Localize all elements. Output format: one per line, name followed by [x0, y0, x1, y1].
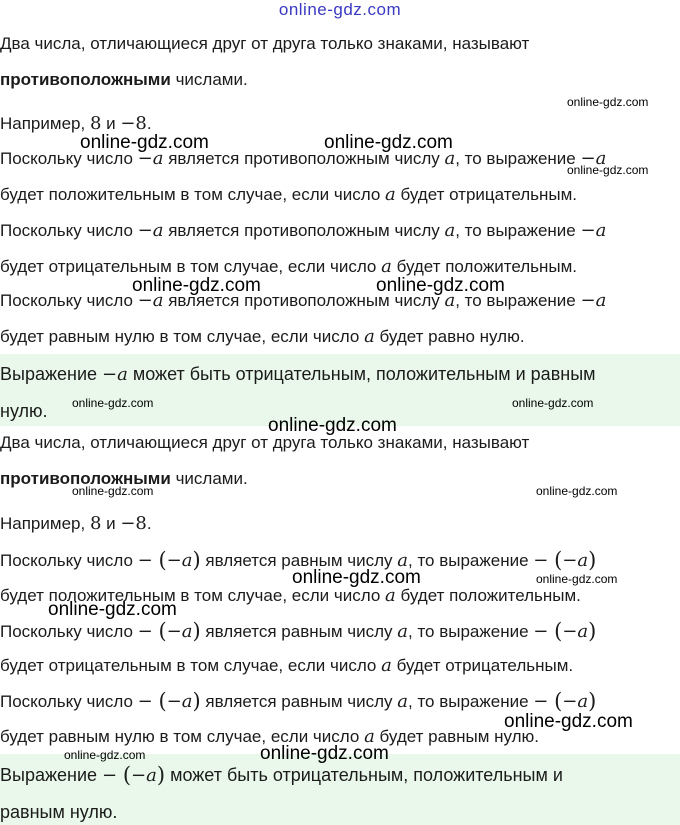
- watermark: online-gdz.com: [536, 572, 618, 586]
- conclusion-line-1: Выражение −a может быть отрицательным, положительным и равным: [0, 364, 596, 385]
- watermark: online-gdz.com: [292, 567, 421, 588]
- watermark: online-gdz.com: [324, 132, 453, 153]
- conclusion-line-2: нулю.: [0, 401, 48, 421]
- case-3-line-1: Поскольку число − (−a) является равным числу a, то выражение − (−a): [0, 689, 597, 713]
- watermark: online-gdz.com: [132, 275, 261, 296]
- watermark: online-gdz.com: [64, 748, 146, 762]
- header-watermark: online-gdz.com: [278, 0, 402, 19]
- watermark: online-gdz.com: [72, 396, 154, 410]
- case-2-line-1: Поскольку число −a является противоположным числу a, то выражение −a: [0, 220, 607, 241]
- case-1-line-1: Поскольку число −a является противоположным числу a, то выражение −a: [0, 148, 607, 169]
- example-line: Например, 8 и −8.: [0, 513, 152, 534]
- watermark: online-gdz.com: [504, 711, 633, 732]
- case-2-line-2: будет отрицательным в том случае, если число a будет положительным.: [0, 256, 578, 277]
- definition-line: Два числа, отличающиеся друг от друга только знаками, называют: [0, 433, 530, 452]
- case-3-line-1: Поскольку число −a является противоположным числу a, то выражение −a: [0, 290, 607, 311]
- conclusion-line-2: равным нулю.: [0, 802, 118, 822]
- case-3-line-2: будет равным нулю в том случае, если число a будет равно нулю.: [0, 326, 525, 347]
- watermark: online-gdz.com: [536, 484, 618, 498]
- watermark: online-gdz.com: [567, 163, 649, 177]
- watermark: online-gdz.com: [376, 275, 505, 296]
- case-1-line-2: будет положительным в том случае, если число a будет отрицательным.: [0, 184, 578, 205]
- case-2-line-2: будет отрицательным в том случае, если число a будет отрицательным.: [0, 655, 574, 676]
- definition-line: Два числа, отличающиеся друг от друга только знаками, называют: [0, 34, 530, 53]
- watermark: online-gdz.com: [512, 396, 594, 410]
- example-line: Например, 8 и −8.: [0, 113, 152, 134]
- watermark: online-gdz.com: [48, 599, 177, 620]
- definition-line-2: противоположными числами.: [0, 469, 248, 488]
- watermark: online-gdz.com: [72, 484, 154, 498]
- watermark: online-gdz.com: [268, 415, 397, 436]
- case-1-line-2: будет положительным в том случае, если число a будет положительным.: [0, 585, 581, 606]
- watermark: online-gdz.com: [80, 132, 209, 153]
- watermark: online-gdz.com: [567, 95, 649, 109]
- conclusion-line-1: Выражение − (−a) может быть отрицательным, положительным и: [0, 763, 563, 787]
- watermark: online-gdz.com: [260, 743, 389, 764]
- definition-line-2: противоположными числами.: [0, 70, 248, 89]
- case-3-line-2: будет равным нулю в том случае, если число a будет равным нулю.: [0, 726, 540, 747]
- case-2-line-1: Поскольку число − (−a) является равным числу a, то выражение − (−a): [0, 619, 597, 643]
- case-1-line-1: Поскольку число − (−a) является равным числу a, то выражение − (−a): [0, 548, 597, 572]
